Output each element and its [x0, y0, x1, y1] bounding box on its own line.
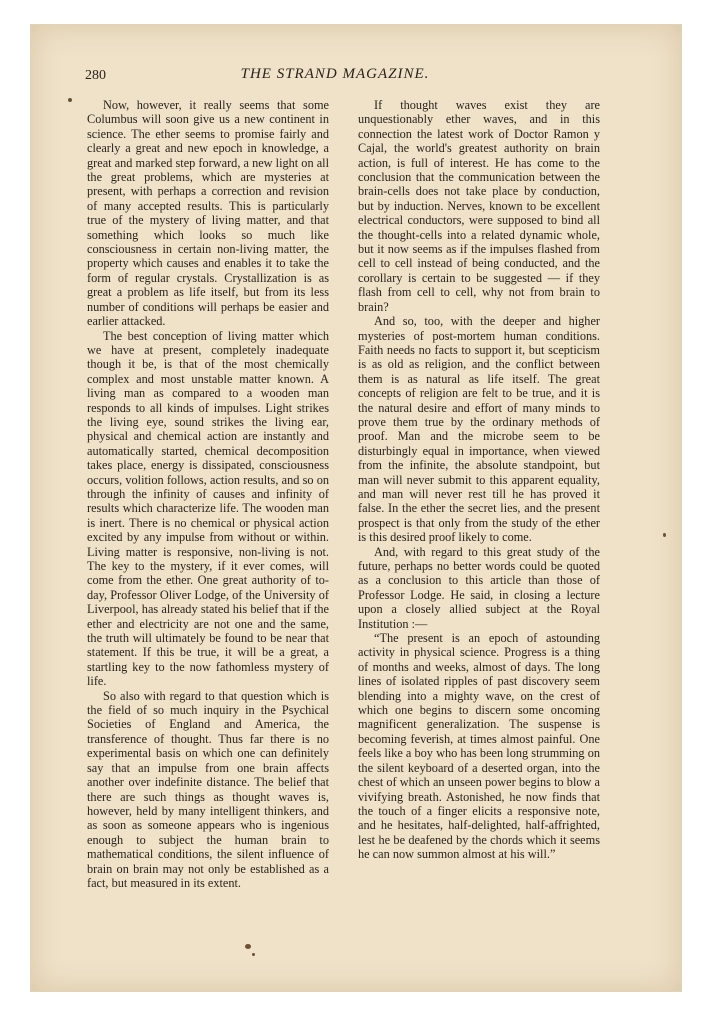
- paragraph: The best conception of living matter which we have at present, completely inadequate though it be, is that of the most chemically complex and most unstable matter known. A living man as compared to a wooden man responds to all kinds of impulses. Light strikes the living eye, sound strikes the living ear, physical and chemical action are instantly and automatically started, chemical decomposition takes place, energy is dissipated, consciousness occurs, volition follows, action results, and so on through the infinity of causes and infinity of results which characterize life. The wooden man is inert. There is no chemical or physical action excited by any impulse from without or within. Living matter is responsive, non-living is not. The key to the mystery, if it ever comes, will come from the ether. One great authority of to-day, Professor Oliver Lodge, of the University of Liverpool, has already stated his belief that if the ether and electricity are not one and the same, the truth will ultimately be found to be near that statement. If this be true, it will be a great, a startling key to the now fathomless mystery of life.: [87, 328, 329, 689]
- paper-speck: [245, 944, 251, 949]
- paragraph: Now, however, it really seems that some Columbus will soon give us a new continent in science. The ether seems to promise fairly and clearly a great and new epoch in knowledge, a great and marked step forward, a new light on all the great problems, which are mysteries at present, with perhaps a correction and revision of many accepted results. This is particularly true of the mystery of living matter, and that something which looks so much like consciousness in certain non-living matter, the property which causes and enables it to take the form of regular crystals. Crystallization is as great a problem as life itself, but from its less number of conditions will perhaps be easier and earlier attacked.: [87, 98, 329, 329]
- paragraph: If thought waves exist they are unquestionably ether waves, and in this connection the latest work of Doctor Ramon y Cajal, the world's greatest authority on brain action, is full of interest. He has come to the conclusion that the communication between the brain-cells does not take place by conduction, but by induction. Nerves, known to be excellent electrical conductors, were supposed to bind all the thought-cells into a related dynamic whole, but it now seems as if the impulses flashed from cell to cell instead of being conducted, and the corollary is certain to be suggested — if they flash from cell to cell, why not from brain to brain?: [358, 98, 600, 314]
- paragraph: So also with regard to that question which is the field of so much inquiry in the Psychical Societies of England and America, the transference of thought. Thus far there is no experimental basis on which one can definitely say that an impulse from one brain affects another over indefinite distance. The belief that there are such things as thought waves is, however, held by many intelligent thinkers, and as soon as someone appears who is ingenious enough to subject the human brain to mathematical conditions, the silent influence of brain on brain may not only be established as a fact, but measured in its extent.: [87, 688, 329, 890]
- paper-speck: [68, 98, 72, 102]
- paragraph: And so, too, with the deeper and higher mysteries of post-mortem human conditions. Faith needs no facts to support it, but scepticism is as old as religion, and the conflict between them is as natural as life itself. The great concepts of religion are felt to be true, and it is the natural desire and effort of many minds to prove them true by the ordinary methods of proof. Man and the microbe seem to be disturbingly equal in importance, when viewed from the infinite, the absolute standpoint, but man will never submit to this apparent equality, and man will never rest till he has proved it false. In the ether the secret lies, and the present prospect is that only from the study of the ether is this desired proof likely to come.: [358, 314, 600, 545]
- left-column: [87, 98, 329, 890]
- running-title: THE STRAND MAGAZINE.: [240, 66, 430, 82]
- paragraph: And, with regard to this great study of the future, perhaps no better words could be quoted as a conclusion to this article than those of Professor Lodge. He said, in closing a lecture upon a closely allied subject at the Royal Institution :—: [358, 544, 600, 631]
- page-number: 280: [85, 68, 106, 83]
- paper-speck: [252, 953, 255, 956]
- page-header: [85, 66, 585, 86]
- paragraph: “The present is an epoch of astounding activity in physical science. Progress is a thing of months and weeks, almost of days. The long lines of isolated ripples of past discovery seem blending into a mighty wave, on the crest of which one begins to discern some oncoming magnificent generalization. The suspense is becoming feverish, at times almost painful. One feels like a boy who has been long strumming on the silent keyboard of a deserted organ, into the chest of which an unseen power begins to blow a vivifying breath. Astonished, he now finds that the touch of a finger elicits a responsive note, and he hesitates, half-delighted, half-affrighted, lest he be deafened by the chords which it seems he can now summon almost at his will.”: [358, 631, 600, 862]
- paper-speck: [663, 533, 666, 537]
- right-column: [358, 98, 600, 862]
